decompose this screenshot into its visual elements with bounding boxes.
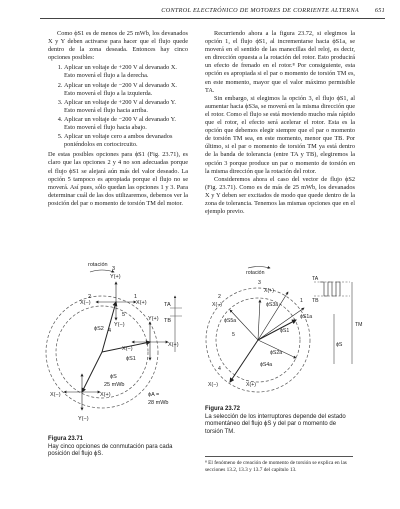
left-column xyxy=(48,30,188,208)
running-title: CONTROL ELECTRÓNICO DE MOTORES DE CORRIENTE ALTERNA xyxy=(161,7,359,14)
figure-23-71-caption xyxy=(48,436,188,459)
label-phi-s1: ϕS1 xyxy=(280,328,290,334)
phi-s-vector xyxy=(230,340,258,382)
page-header xyxy=(40,7,385,17)
label-tm: TM xyxy=(355,322,363,328)
rotation-label: rotación xyxy=(246,270,265,276)
paragraph: Sin embargo, si elegimos la opción 3, el flujo ϕS1, al aumentar hacia ϕS3a, se moverá en la misma dirección que el rotor. Como el flujo se está moviendo mucho más rápido que el rotor, el efecto será acelerar el rotor. Esta es la opción que debemos elegir siempre que el par o momento de torsión TM sea, en este momento, menor que TB. Por último, si el par o momento de torsión TM ya está dentro de la banda de tolerancia (entre TA y TB), elegiremos la opción 3 porque produce un par o momento de torsión en la misma dirección que la rotación del rotor. xyxy=(205,94,355,175)
caption-text: La selección de los interruptores depende del estado momentáneo del flujo ϕS y del par o momento de torsión TM. xyxy=(205,413,346,435)
rotation-arrow xyxy=(90,270,114,272)
label-tb: TB xyxy=(164,318,172,324)
label-n4: 4 xyxy=(218,366,221,372)
label-x-minus: X(−) xyxy=(80,300,91,306)
label-x-minus-2: X(−) xyxy=(208,382,218,388)
label-n1: 1 xyxy=(300,298,303,304)
torque-waveform xyxy=(320,282,340,296)
label-x-plus-s: X(+) xyxy=(100,392,111,398)
label-phi-a: ϕA = xyxy=(148,392,160,398)
page-number: 651 xyxy=(374,7,385,14)
label-phi-s3a: ϕS3a xyxy=(266,302,279,308)
label-x-minus-s: X(−) xyxy=(50,392,61,398)
options-list xyxy=(48,64,188,149)
right-column xyxy=(205,30,355,216)
label-y-minus-s: Y(−) xyxy=(78,416,89,422)
label-n2: 2 xyxy=(218,294,221,300)
label-x-plus-2: X(+) xyxy=(246,382,256,388)
label-25mwb: 25 mWb xyxy=(104,382,125,388)
rotation-arrow xyxy=(248,267,270,269)
label-phi-s5a: ϕS5a xyxy=(224,318,237,324)
label-x-plus: X(+) xyxy=(264,288,274,294)
option-item: 1. Aplicar un voltaje de +200 V al devanado X. Esto moverá el flujo a la derecha. xyxy=(64,64,188,80)
label-tb: TB xyxy=(312,298,319,304)
label-phi-s: ϕS xyxy=(110,374,117,380)
label-phi-s2: ϕS2 xyxy=(94,326,104,332)
rotation-label: rotación xyxy=(88,262,108,268)
label-phi-s4a: ϕS4a xyxy=(260,362,273,368)
label-y-minus: Y(−) xyxy=(114,322,125,328)
label-n5: 5 xyxy=(232,332,235,338)
label-x-minus-s1: X(−) xyxy=(122,346,133,352)
label-phi-s1a: ϕS1a xyxy=(300,314,313,320)
option-item: 4. Aplicar un voltaje de −200 V al devanado Y. Esto moverá el flujo hacia abajo. xyxy=(64,116,188,132)
figure-number: Figura 23.72 xyxy=(205,406,241,412)
option-item: 2. Aplicar un voltaje de −200 V al devanado X. Esto moverá el flujo a la izquierda. xyxy=(64,82,188,98)
label-ta: TA xyxy=(312,276,319,282)
label-n4: 4 xyxy=(108,328,112,334)
figure-23-72-caption xyxy=(205,406,355,436)
label-n5: 5 xyxy=(122,312,126,318)
intro-paragraph: Como ϕS1 es de menos de 25 mWb, los devanados X y Y deben activarse para hacer que el flujo quede dentro de la zona deseada. Entonces hay cinco opciones posibles: xyxy=(48,30,188,62)
label-y-plus: Y(+) xyxy=(110,274,121,280)
label-x-plus-s1: X(+) xyxy=(168,342,179,348)
label-x-plus: X(+) xyxy=(136,300,147,306)
label-n3: 3 xyxy=(112,266,116,272)
label-phi-s1: ϕS1 xyxy=(126,356,136,362)
label-y-plus-s1: Y(+) xyxy=(148,316,159,322)
label-phi-s: ϕS xyxy=(336,342,343,348)
header-rule xyxy=(40,18,385,19)
paragraph: Consideremos ahora el caso del vector de flujo ϕS2 (Fig. 23.71). Como es de más de 25 mWb, los devanados X y Y deben ser excitados de modo que quede dentro de la zona de tolerancia. Tenemos las mismas opciones que en el ejemplo previo. xyxy=(205,175,355,216)
phi-s1-vector xyxy=(258,320,296,340)
label-ta: TA xyxy=(164,302,171,308)
paragraph: Recurriendo ahora a la figura 23.72, si elegimos la opción 1, el flujo ϕS1, al incrementarse hacia ϕS1a, se moverá en el sentido de las manecillas del reloj, es decir, en dirección opuesta a la rotación del rotor. Esto producirá un efecto de frenado en el rotor.⁸ Por consiguiente, esta opción es apropiada si el par o momento de torsión TM es, en este momento, mayor que el valor máximo permisible TA. xyxy=(205,30,355,94)
figure-number: Figura 23.71 xyxy=(48,436,84,442)
option-item: 3. Aplicar un voltaje de +200 V al devanado Y. Esto moverá el flujo hacia arriba. xyxy=(64,99,188,115)
label-n3: 3 xyxy=(258,280,261,286)
figure-23-72-diagram xyxy=(200,262,365,402)
option-item: 5. Aplicar un voltaje cero a ambos devanados poniéndolos en cortocircuito. xyxy=(64,133,188,149)
label-n1: 1 xyxy=(134,294,138,300)
figure-23-71-diagram xyxy=(30,260,202,432)
label-28mwb: 28 mWb xyxy=(148,400,169,406)
phi-s-vector xyxy=(82,352,102,392)
label-phi-s2a: ϕS2a xyxy=(270,350,283,356)
paragraph: De estas posibles opciones para ϕS1 (Fig. 23.71), es claro que las opciones 2 y 4 no son adecuadas porque el flujo ϕS1 se alejará aún más del valor deseado. La opción 5 tampoco es apropiada porque el flujo no se moverá. Así pues, sólo quedan las opciones 1 y 3. Para determinar cuál de las dos utilizaremos, debemos ver la posición del par o momento de torsión TM del motor. xyxy=(48,151,188,207)
label-x-minus: X(−) xyxy=(212,302,222,308)
label-n2: 2 xyxy=(88,294,92,300)
footnote: ⁸ El fenómeno de creación de momento de torsión se explica en las secciones 13.2, 13.3 y 13.7 del capítulo 13. xyxy=(205,456,353,473)
caption-text: Hay cinco opciones de conmutación para cada posición del flujo ϕS. xyxy=(48,443,173,458)
